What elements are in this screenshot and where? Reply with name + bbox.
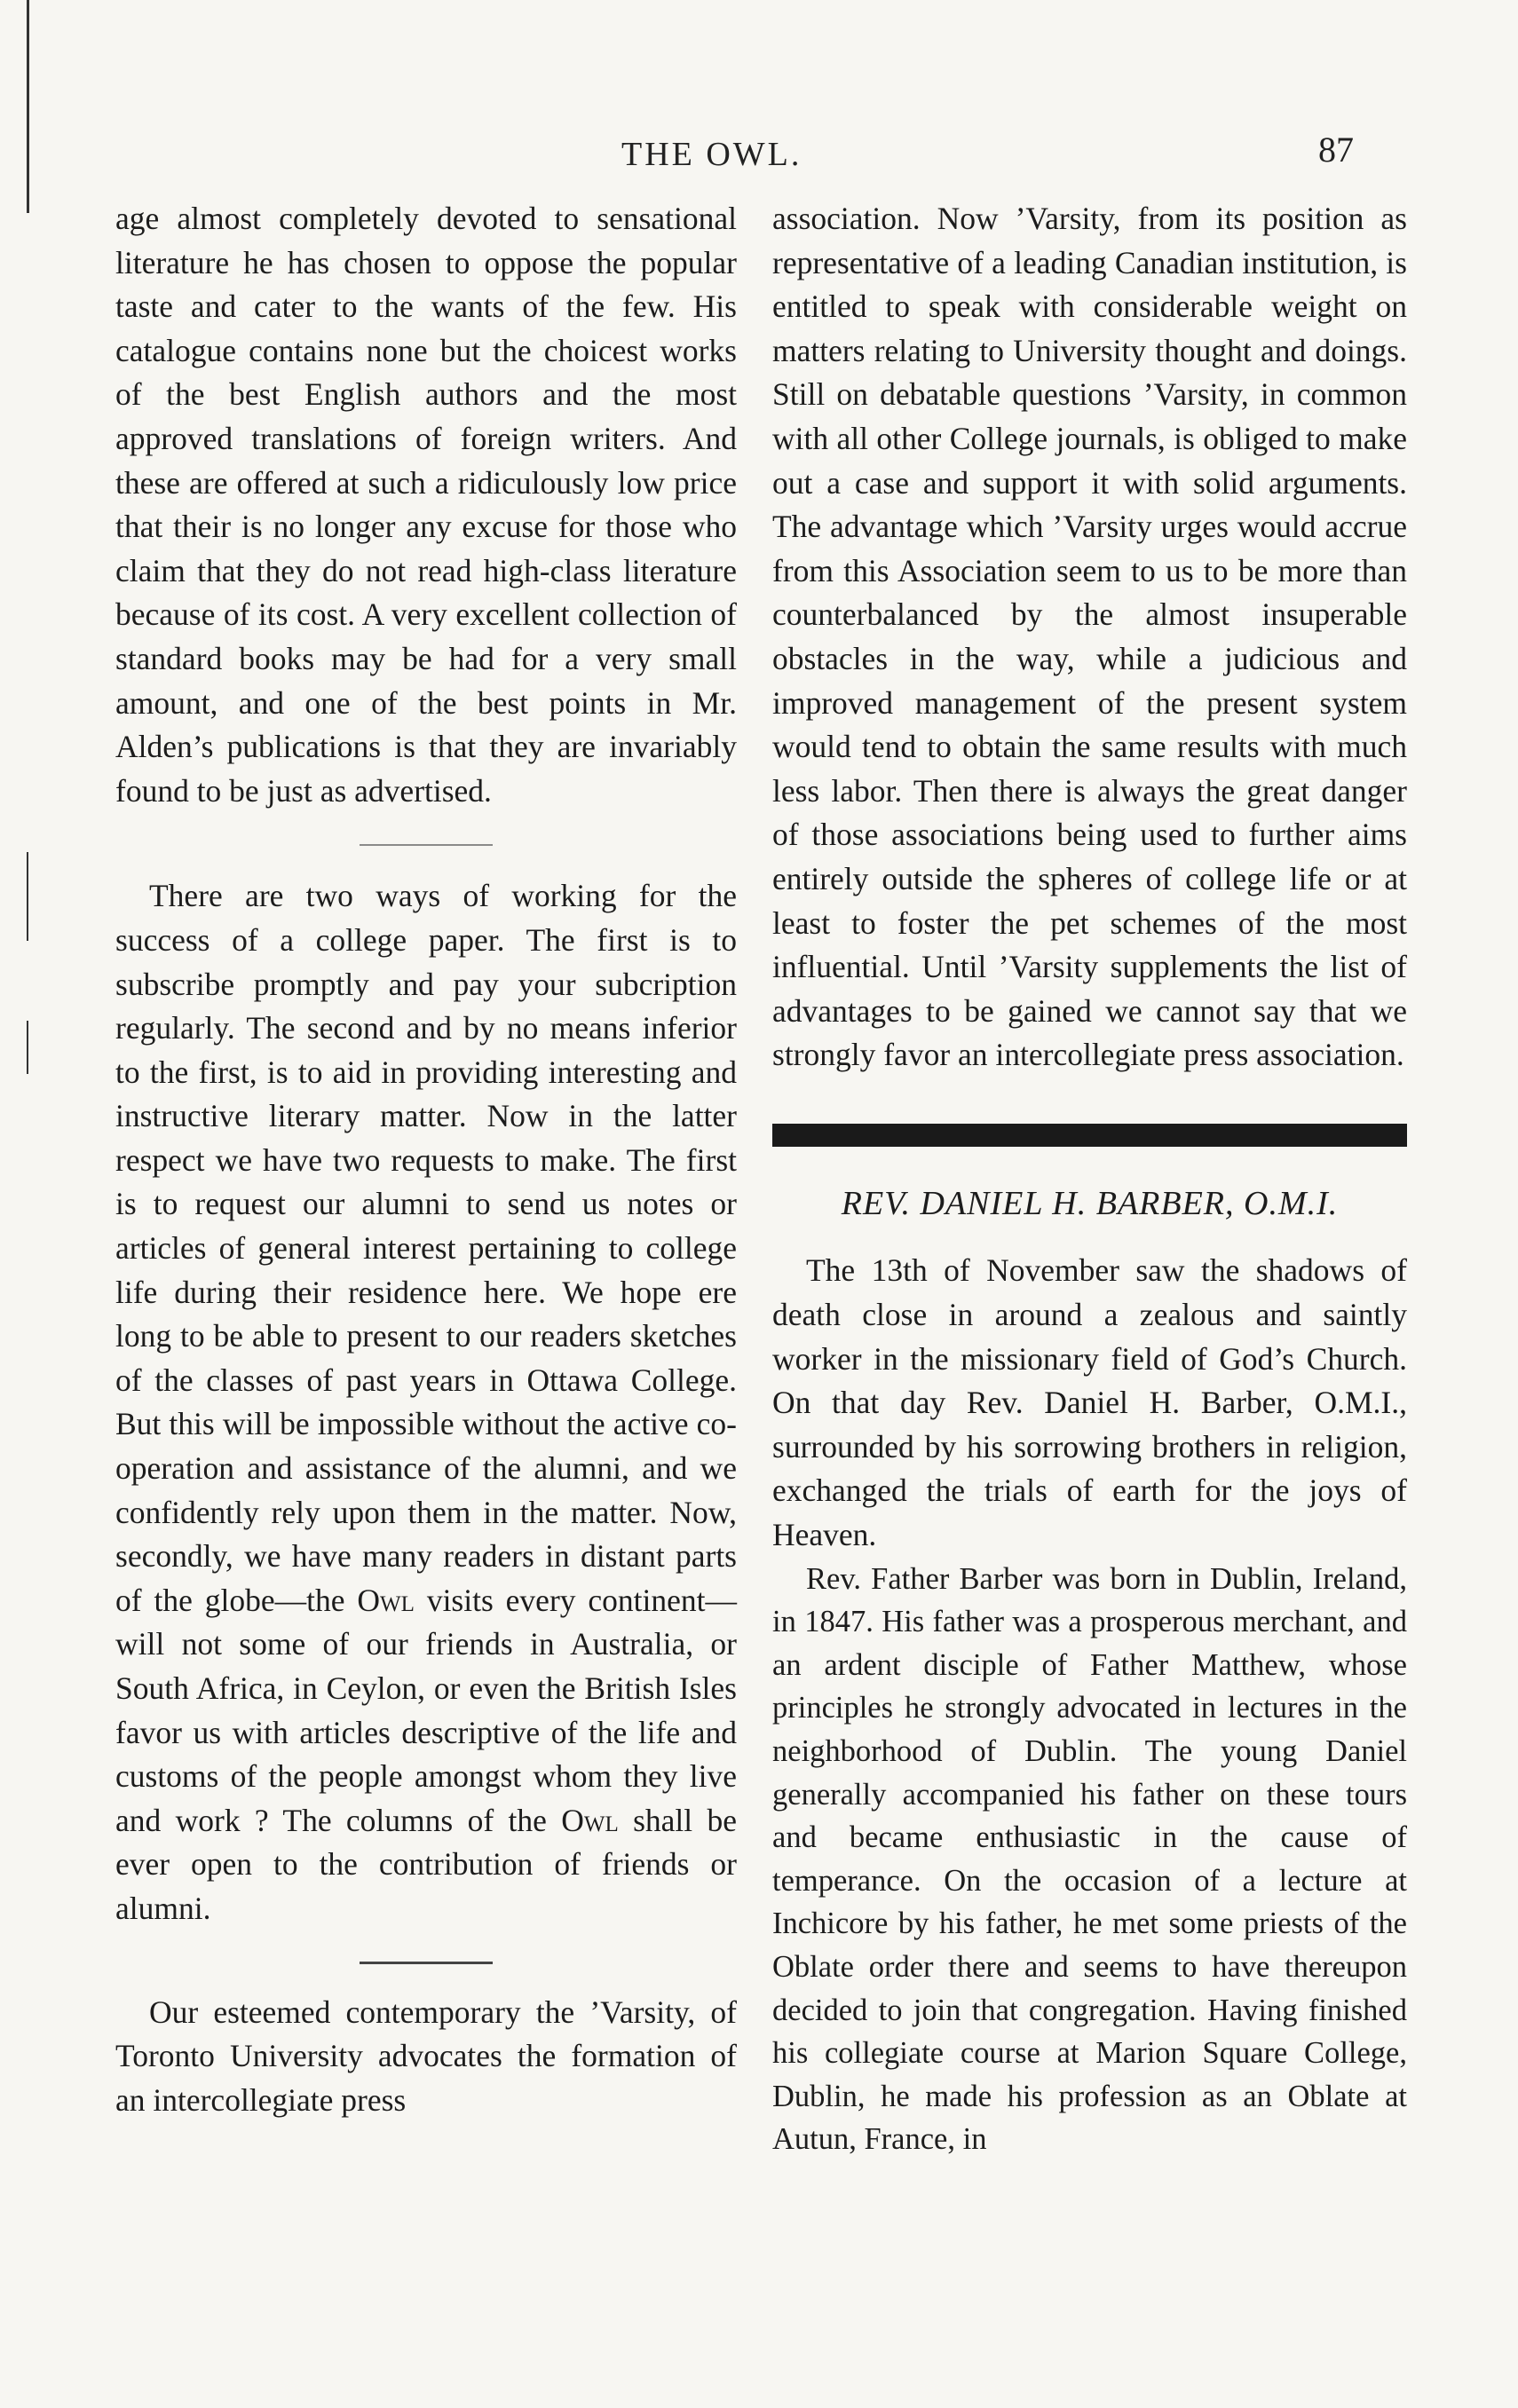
paragraph-varsity-continued: association. Now ’Varsity, from its position as representative of a leading Canadian institution, is entitled to speak with considerable weight on matters relating to University thought and doings. Still on debatable questions ’Varsity, in common with all other College journals, is obliged to make out a case and support it with solid arguments. The advantage which ’Varsity urges would accrue from this Association seem to us to be more than counterbalanced by the almost insuperable obstacles in the way, while a judicious and improved management of the present system would tend to obtain the same results with much less labor. Then there is always the great danger of those associations being used to further aims entirely outside the spheres of college life or at least to foster the pet schemes of the most influential. Until ’Varsity supplements the list of advantages to be gained we cannot say that we strongly favor an intercollegiate press association. [772,201,1407,1073]
page-number: 87 [1318,130,1354,170]
owl-name: Owl [561,1802,619,1838]
scan-edge-line [27,852,28,941]
paragraph-biography: Rev. Father Barber was born in Dublin, Ireland, in 1847. His father was a prosperous merchant, and an ardent disciple of Father Matthew, whose principles he strongly advocated in lectures in the neighborhood of Dublin. The young Daniel generally accompanied his father on these tours and became enthusiastic in the cause of temperance. On the occasion of a lecture at Inchicore by his father, he met some priests of the Oblate order there and seems to have thereupon decided to join that congregation. Having finished his collegiate course at Marion Square College, Dublin, he made his profession as an Oblate at Autun, France, in [772,1561,1407,2157]
paragraph-text: There are two ways of working for the success of a college paper. The first is to subscribe promptly and pay your subcription regularly. The second and by no means inferior to the first, is to aid in providing interesting and instructive literary matter. Now in the latter respect we have two requests to make. The first is to request our alumni to send us notes or articles of general interest pertaining to college life during their residence here. We hope ere long to be able to present to our readers sketches of the classes of past years in Ottawa College. But this will be impossible without the active co-operation and assistance of the alumni, and we confidently rely upon them in the matter. Now, secondly, we have many readers in distant parts of the globe—the [115,878,737,1618]
paragraph-death-notice: The 13th of November saw the shadows of death close in around a zealous and saintly worker in the missionary field of God’s Church. On that day Rev. Daniel H. Barber, O.M.I., surrounded by his sorrowing brothers in religion, exchanged the trials of earth for the joys of Heaven. [772,1252,1407,1553]
paragraph-alden-publications: age almost completely devoted to sensational literature he has chosen to oppose the popular taste and cater to the wants of the few. His catalogue contains none but the choicest works of the best English authors and the most approved translations of foreign writers. And these are offered at such a ridiculously low price that their is no longer any excuse for those who claim that they do not read high-class literature because of its cost. A very excellent collection of standard books may be had for a very small amount, and one of the best points in Mr. Alden’s publications is that they are invariably found to be just as advertised. [115,201,737,809]
owl-name: Owl [357,1582,415,1618]
section-divider [360,844,493,846]
left-column [115,197,737,2122]
scan-edge-line [27,0,29,213]
article-heading: REV. DANIEL H. BARBER, O.M.I. [841,1184,1339,1222]
paragraph-text: shall be ever open to the contribution of friends or alumni. [115,1802,738,1926]
heavy-rule [772,1124,1407,1147]
right-column [772,197,1407,2161]
paragraph-college-paper [115,874,737,1930]
scan-edge-line [27,1021,28,1074]
paragraph-text: visits every continent—will not some of our friends in Australia, or South Africa, in Ceylon, or even the British Isles favor us with articles descriptive of the life and customs of the people amongst whom they live and work ? The columns of the [115,1582,738,1838]
section-divider [360,1962,493,1964]
paragraph-varsity-intro: Our esteemed contemporary the ’Varsity, of Toronto University advocates the formation of an intercollegiate press [115,1994,737,2118]
running-title: THE OWL. [621,136,802,173]
